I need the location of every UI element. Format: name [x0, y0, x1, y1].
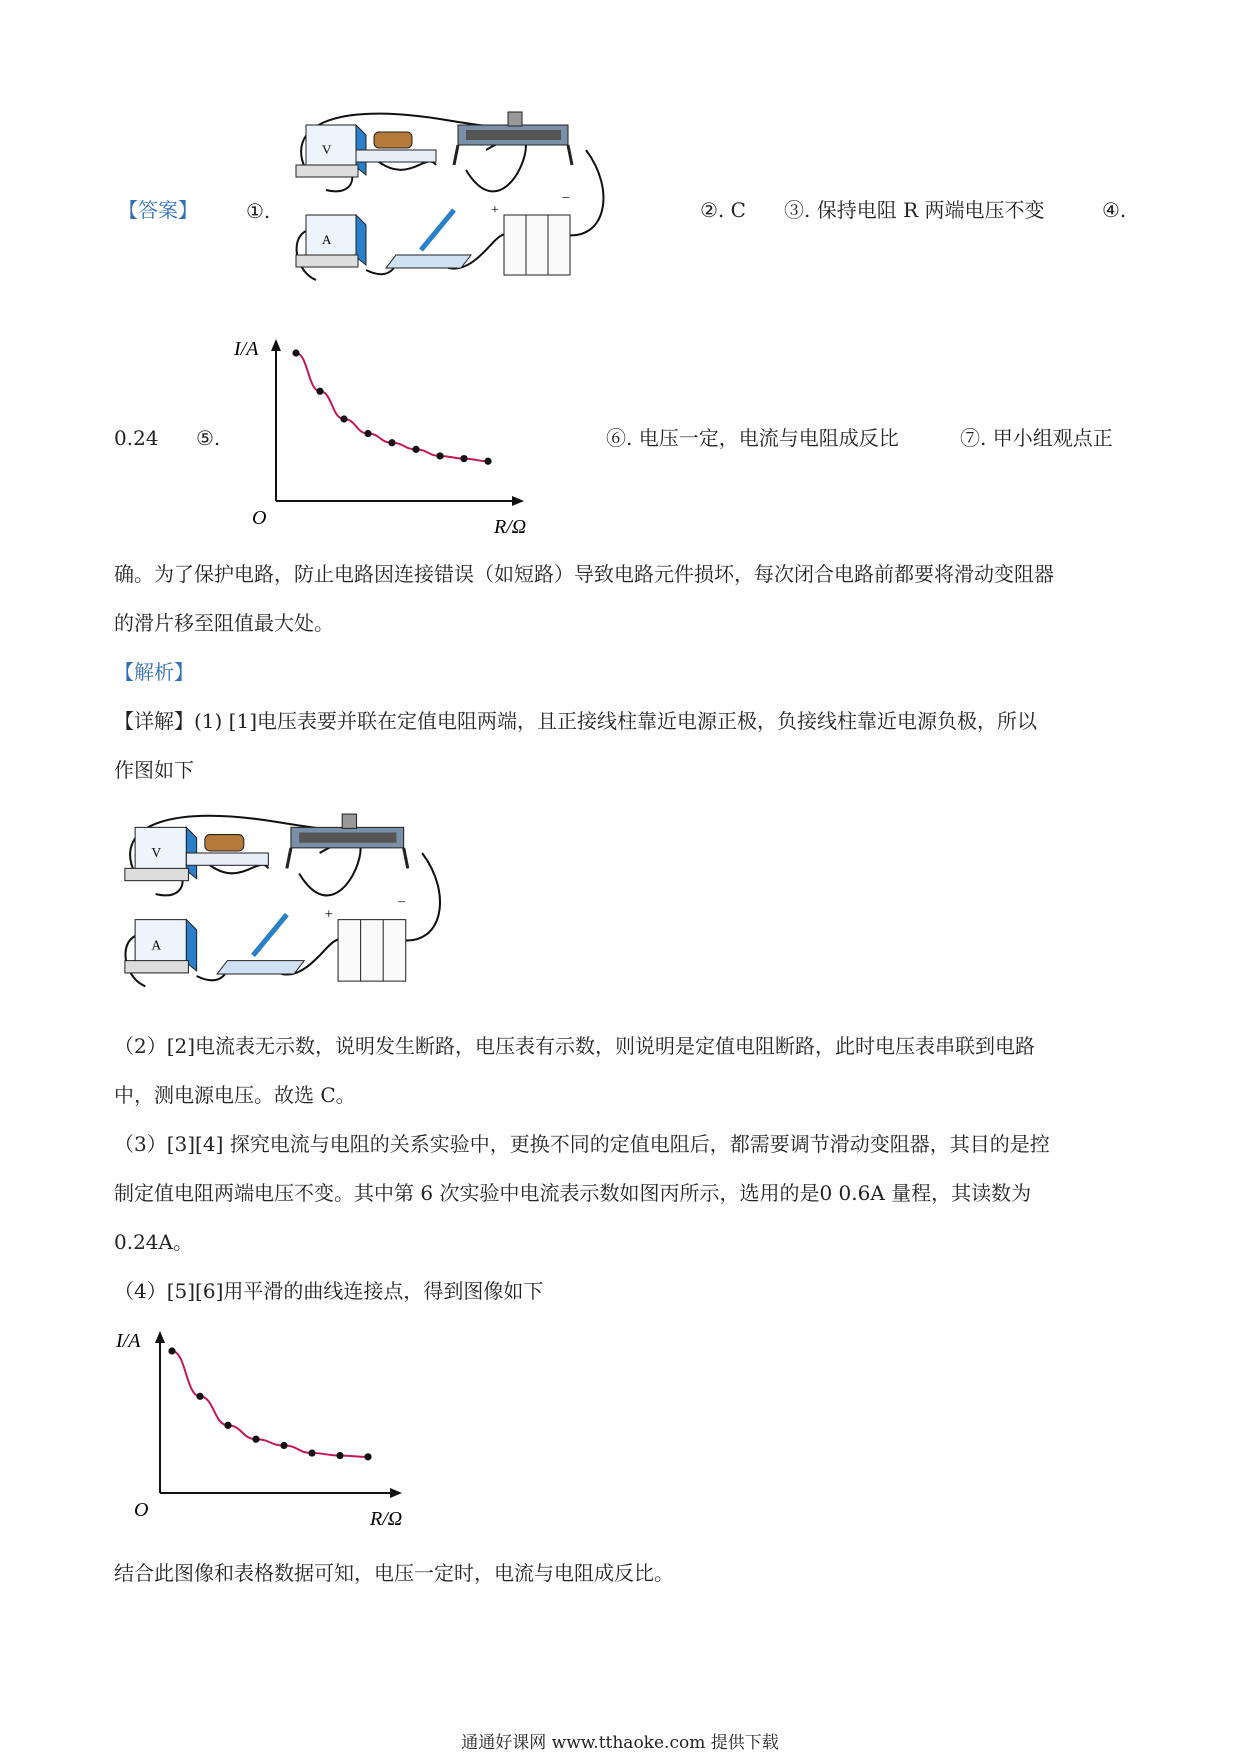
battery-plus-label: + — [491, 203, 499, 218]
x-axis-label: R/Ω — [494, 516, 527, 538]
voltmeter-label: V — [322, 142, 332, 157]
y-axis-arrow-icon — [271, 339, 281, 351]
circuit-diagram-answer — [286, 110, 636, 310]
data-point-1 — [292, 349, 299, 356]
data-point-7 — [436, 452, 443, 459]
rheostat-icon — [454, 112, 572, 165]
voltmeter-label: V — [151, 845, 162, 861]
battery-icon — [491, 191, 570, 275]
ammeter-label: A — [322, 232, 332, 247]
ammeter-icon — [296, 215, 366, 267]
answer-item-1: ①. — [246, 199, 271, 223]
data-point-5 — [388, 439, 395, 446]
answer-item-3: ③. 保持电阻 R 两端电压不变 — [784, 198, 1045, 222]
data-point-7 — [336, 1452, 343, 1459]
switch-icon — [386, 210, 471, 268]
graph-i-vs-r-answer — [226, 333, 546, 538]
data-point-2 — [316, 388, 323, 395]
analysis-p2a: （2）[2]电流表无示数，说明发生断路，电压表有示数，则说明是定值电阻断路，此时电压表串联到电路 — [114, 1034, 1036, 1058]
resistor-icon — [186, 835, 268, 866]
ammeter-label: A — [151, 937, 162, 953]
answer-item-5: ⑤. — [196, 426, 221, 450]
origin-label: O — [252, 507, 267, 529]
footer-source: 通通好课网 www.tthaoke.com 提供下载 — [461, 1733, 779, 1753]
data-point-1 — [168, 1347, 175, 1354]
data-point-3 — [224, 1422, 231, 1429]
analysis-p2b: 中，测电源电压。故选 C。 — [114, 1083, 356, 1107]
answer-item-7: ⑦. 甲小组观点正 — [960, 426, 1113, 450]
x-axis-label: R/Ω — [370, 1508, 403, 1530]
data-point-2 — [196, 1393, 203, 1400]
answer-value-0-24: 0.24 — [114, 426, 159, 450]
data-point-8 — [364, 1453, 371, 1460]
analysis-tag: 【解析】 — [114, 660, 194, 684]
data-point-6 — [412, 446, 419, 453]
x-axis-arrow-icon — [390, 1488, 402, 1498]
resistor-icon — [356, 132, 436, 162]
battery-icon — [325, 894, 406, 981]
analysis-p1b: 作图如下 — [114, 758, 194, 782]
y-axis-label: I/A — [116, 1330, 141, 1352]
y-axis-label: I/A — [234, 338, 259, 360]
ammeter-icon — [125, 920, 197, 973]
analysis-p3c: 0.24A。 — [114, 1230, 193, 1254]
data-point-8 — [460, 455, 467, 462]
analysis-p5: 结合此图像和表格数据可知，电压一定时，电流与电阻成反比。 — [114, 1561, 674, 1585]
answer-line-3: 的滑片移至阻值最大处。 — [114, 611, 334, 635]
answer-tag: 【答案】 — [118, 198, 198, 222]
battery-minus-label: − — [397, 894, 406, 911]
data-point-3 — [340, 415, 347, 422]
answer-item-4: ④. — [1102, 198, 1127, 222]
answer-item-2: ②. C — [700, 198, 746, 222]
circuit-diagram-analysis — [114, 812, 474, 1017]
rheostat-icon — [287, 814, 408, 868]
switch-icon — [217, 915, 304, 974]
data-point-6 — [308, 1449, 315, 1456]
data-point-5 — [280, 1442, 287, 1449]
data-point-9 — [484, 458, 491, 465]
data-point-4 — [252, 1436, 259, 1443]
analysis-p1a: 【详解】(1) [1]电压表要并联在定值电阻两端，且正接线柱靠近电源正极，负接线柱靠近电源负极，所以 — [114, 709, 1038, 733]
x-axis-arrow-icon — [512, 496, 524, 506]
y-axis-arrow-icon — [155, 1331, 165, 1343]
answer-item-6: ⑥. 电压一定，电流与电阻成反比 — [606, 426, 899, 450]
analysis-p3a: （3）[3][4] 探究电流与电阻的关系实验中，更换不同的定值电阻后，都需要调节滑动变阻器，其目的是控 — [114, 1132, 1050, 1156]
battery-minus-label: − — [562, 191, 570, 206]
battery-plus-label: + — [324, 906, 333, 923]
graph-i-vs-r-analysis — [114, 1325, 424, 1530]
origin-label: O — [134, 1499, 149, 1521]
data-point-4 — [364, 430, 371, 437]
analysis-p3b: 制定值电阻两端电压不变。其中第 6 次实验中电流表示数如图丙所示，选用的是0 0.6A 量程，其读数为 — [114, 1181, 1032, 1205]
analysis-p4: （4）[5][6]用平滑的曲线连接点，得到图像如下 — [114, 1279, 544, 1303]
fit-curve — [172, 1351, 368, 1457]
answer-line-2: 确。为了保护电路，防止电路因连接错误（如短路）导致电路元件损坏，每次闭合电路前都要将滑动变阻器 — [114, 562, 1054, 586]
